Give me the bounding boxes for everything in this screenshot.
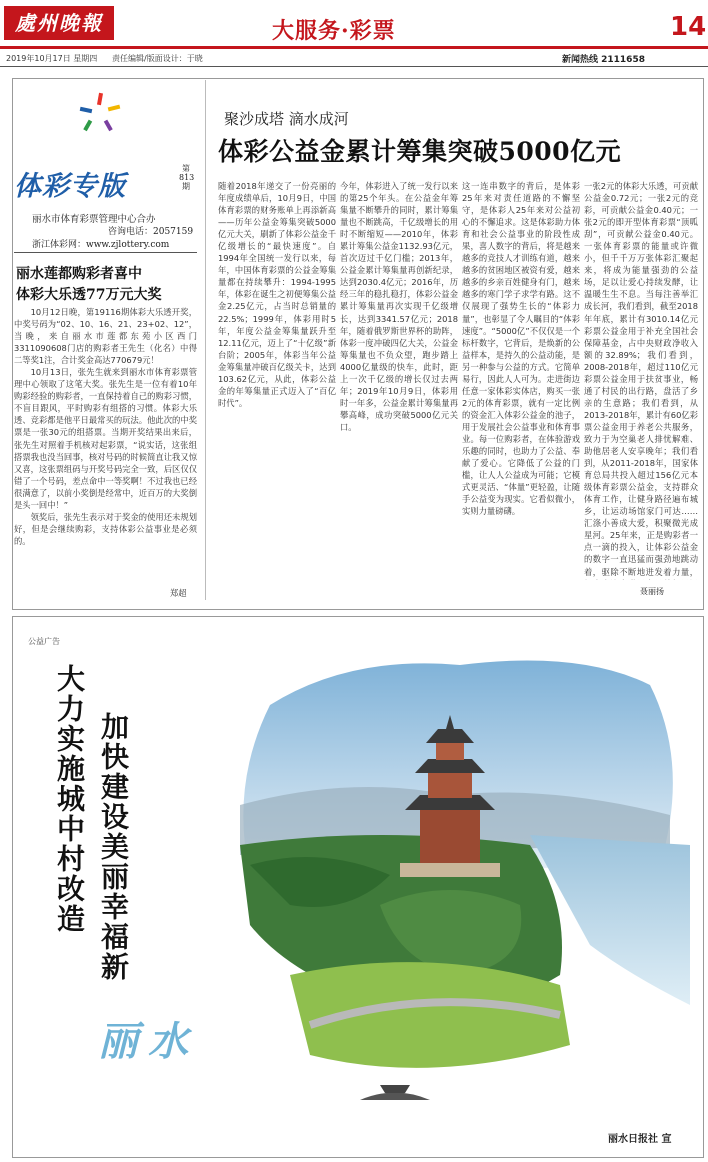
section-title: 大服务·彩票 [272, 18, 396, 44]
ad-label: 公益广告 [28, 637, 60, 646]
article-deck: 聚沙成塔 滴水成河 [224, 110, 349, 128]
editors-credit: 责任编辑/版面设计：于晓 [112, 54, 203, 63]
ad-slogan-line1: 大力实施城中村改造 [53, 664, 86, 934]
divider [0, 66, 708, 67]
consult-phone: 咨询电话：2057159 [108, 227, 194, 237]
article-column-3: 这一连串数字的背后，是体彩25年来对责任道路的不懈坚守，是体彩人25年来对公益初心的不懈追求。这是体彩助力体育和社会公益事业的阶段性成果，喜人数字的背后，将是越来越多的竞技人才训练有道，越来越多的贫困地区被资有爱，越来越多的乡亲百姓健身有门，越来越多的寒门学子求学有路。这不仅展现了强势生长的“体彩力量”，也彰显了令人瞩目的“体彩速度”。“5000亿”不仅仅是一个标杆数字，它背后，是焕新的公益样本，是持久的公益动能，是另一种参与公益的方式。它简单易行，因此人人可为。走进街边任意一家体彩实体店，购买一张2元的体育彩票，就有一定比例的资金汇入体彩公益金的池子，用于发展社会公益事业和体育事业。每一位购彩者，在体验游戏乐趣的同时，也助力了公益、奉献了爱心。它降低了公益的门槛，让人人公益成为可能；它模式更灵活、“体量”更轻盈，让随手公益变为现实。它看似微小，实则力量磅礴。 [462, 181, 580, 517]
article-column-1: 随着2018年递交了一份亮丽的年度成绩单后，10月9日，中国体育彩票的财务账单上再添新高——历年公益金筹集突破5000亿元大关，刷新了体彩公益金千亿级增长的“最快速度”。自1994年全国统一发行以来，每年，中国体育彩票的公益金筹集量都在持续攀升：1994-1995年，体彩在诞生之初便筹集公益金2.25亿元，占当时总销量的22.5%；1999年，体彩用时5年，年度公益金筹集量跃升至12.11亿元，迈上了“十亿级”新台阶；2005年，体彩当年公益金筹集量冲破百亿级关卡，达到103.62亿元，从此，体彩公益金的年筹集量正式迈入了“百亿时代”。 [218, 181, 336, 408]
left-article-body [14, 306, 197, 598]
masthead [0, 0, 708, 52]
organization: 丽水市体育彩票管理中心合办 [32, 214, 156, 225]
ad-slogan-line2: 加快建设美丽幸福新 [97, 712, 130, 982]
left-byline: 郑超 [170, 588, 187, 598]
date-line: 2019年10月17日 星期四 [6, 54, 98, 63]
left-headline-line2: 体彩大乐透77万元大奖 [16, 287, 162, 303]
article-byline: 聂丽扬 [640, 587, 664, 596]
article-headline: 体彩公益金累计筹集突破5000亿元 [218, 137, 622, 166]
paragraph: 10月13日，张先生就来到丽水市体育彩票管理中心领取了这笔大奖。张先生是一位有着10年购彩经验的购彩者，一直保持着自己的购彩习惯，不盲目跟风，平时购彩有组搭的习惯。体彩大乐透、竞彩都是他平日最常买的玩法。他此次的中奖票是一张30元的组搭票。当期开奖结果出来后，张先生对照着手机核对起彩票，“说实话，这张组搭票我也没当回事，核对号码的时候简直让我又惊又喜，这张票组码与开奖号码完全一致，后区仅仅错了一个号码，差点命中一等奖啊！不过我也已经很满意了，以前小奖倒是经常中，近百万的大奖倒是头一回中！” [14, 367, 197, 510]
column-separator [205, 80, 206, 600]
page-number: 14 [670, 12, 707, 42]
paragraph: 10月12日晚，第19116期体彩大乐透开奖，中奖号码为“02、10、16、21、23+02、12”，当晚，来自丽水市莲都东苑小区西门3311090608门店的购彩者王先生（化名）中得二等奖1注，合计奖金高达770679元！ [14, 307, 197, 366]
ad-credit: 丽水日报社 宣 [608, 1134, 672, 1145]
article-column-2: 今年，体彩进入了统一发行以来的第25个年头。在公益金年筹集量不断攀升的同时，累计筹集量也不断跳高，千亿级增长的用时不断缩短——2010年，体彩累计筹集公益金1132.93亿元，首次迈过千亿门槛；2013年，公益金累计筹集量再创新纪录，达到2030.4亿元；2016年，历经三年的稳扎稳打，体彩公益金累计筹集量再次实现千亿级增长，达到3341.57亿元；2018年，随着俄罗斯世界杯的助阵，体彩一度冲破四亿大关，公益金筹集量也不负众望，跑步踏上4000亿量级的快车，此时，距上一次千亿级的增长仅过去两年；2019年10月9日，体彩用时一年多，公益金累计筹集量再攀高峰，成功突破5000亿元关口。 [340, 181, 458, 432]
masthead-rule [0, 46, 708, 49]
issue-number: 第813期 [179, 164, 195, 191]
left-headline-line1: 丽水莲都购彩者喜中 [16, 266, 142, 282]
city-name: 丽水 [98, 1019, 198, 1065]
divider [14, 252, 197, 253]
website: 浙江体彩网：www.zjlottery.com [32, 240, 170, 250]
paragraph: 领奖后，张先生表示对于奖金的使用还未规划好，但是会继续购彩，支持体彩公益事业是必须的。 [14, 511, 197, 546]
star-burst-logo-icon [78, 92, 122, 132]
article-column-4: 一张2元的体彩大乐透，可贡献公益金0.72元；一张2元的竞彩，可贡献公益金0.40元；一张2元的即开型体育彩票“顶呱刮”，可贡献公益金0.40元。一张体育彩票的能量或许微小，但千千万万张体彩汇聚起来，将成为能量强劲的公益场，足以让爱心持续发酵，让温暖生生不息。当每注善举汇成长河，我们看到，截至2018年年底，累计有3010.14亿元彩票公益金用于补充全国社会保障基金，占中央财政净收入额的32.89%；我们看到，2008-2018年，超过110亿元彩票公益金用于扶贫事业，畅通了村民的出行路，盘活了乡亲的生意路；我们看到，从2013-2018年，累计有60亿彩票公益金用于养老公共服务，致力于为空巢老人排忧解难、助他居老人安享晚年；我们看到，从2011-2018年，国家体育总局共投入超过156亿元本级体育彩票公益金，支持群众体育工作，让健身路径遍布城乡，让运动场馆家门可达……汇涤小善成大爱，积聚微光成星河。25年来，正是购彩者一点一滴的投入，让体彩公益金的数字一直迅猛而强劲地跳动着，驱除不断地进发着力量， [584, 181, 698, 577]
news-hotline: 新闻热线 2111658 [562, 55, 645, 65]
column-title: 体彩专版 [14, 171, 126, 202]
pagoda-landscape-illustration [230, 645, 700, 1125]
paper-name: 處州晚報 [4, 6, 114, 40]
